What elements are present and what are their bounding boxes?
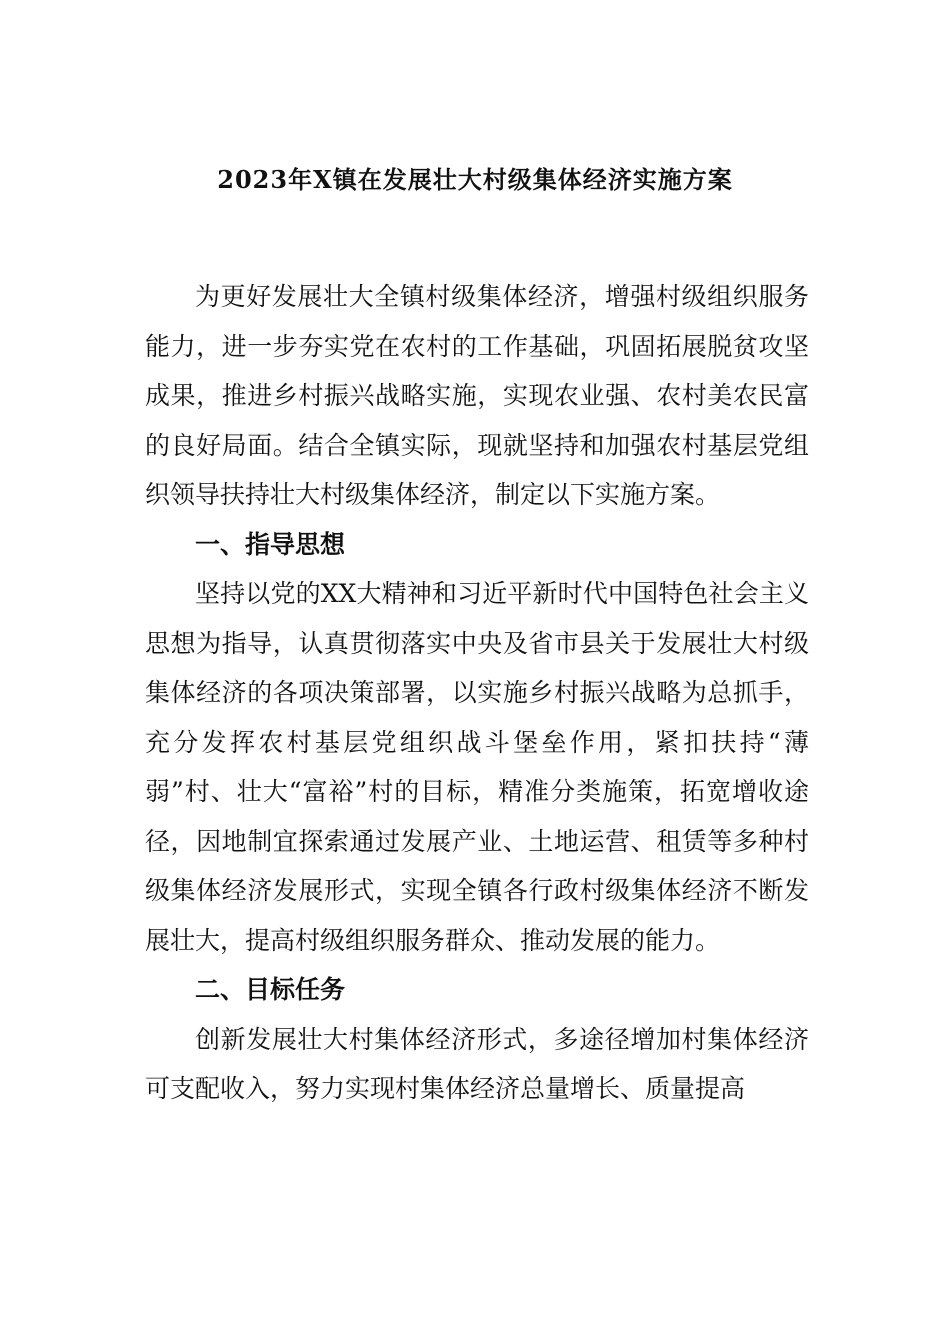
section-heading-guiding-ideology: 一、指导思想 bbox=[195, 529, 346, 559]
section-paragraph-goals-tasks: 创新发展壮大村集体经济形式，多途径增加村集体经济可支配收入，努力实现村集体经济总量增长、质量提高 bbox=[145, 1024, 809, 1103]
document-title: 2023年X镇在发展壮大村级集体经济实施方案 bbox=[217, 165, 733, 194]
document-body bbox=[145, 272, 809, 1114]
section-paragraph-guiding-ideology: 坚持以党的XX大精神和习近平新时代中国特色社会主义思想为指导，认真贯彻落实中央及省市县关于发展壮大村级集体经济的各项决策部署，以实施乡村振兴战略为总抓手，充分发挥农村基层党组织战斗堡垒作用，紧扣扶持“薄弱”村、壮大“富裕”村的目标，精准分类施策，拓宽增收途径，因地制宜探索通过发展产业、土地运营、租赁等多种村级集体经济发展形式，实现全镇各行政村级集体经济不断发展壮大，提高村级组织服务群众、推动发展的能力。 bbox=[145, 579, 809, 955]
section-heading-goals-tasks: 二、目标任务 bbox=[195, 975, 346, 1004]
intro-paragraph: 为更好发展壮大全镇村级集体经济，增强村级组织服务能力，进一步夯实党在农村的工作基础，巩固拓展脱贫攻坚成果，推进乡村振兴战略实施，实现农业强、农村美农民富的良好局面。结合全镇实际，现就坚持和加强农村基层党组织领导扶持壮大村级集体经济，制定以下实施方案。 bbox=[145, 282, 809, 509]
